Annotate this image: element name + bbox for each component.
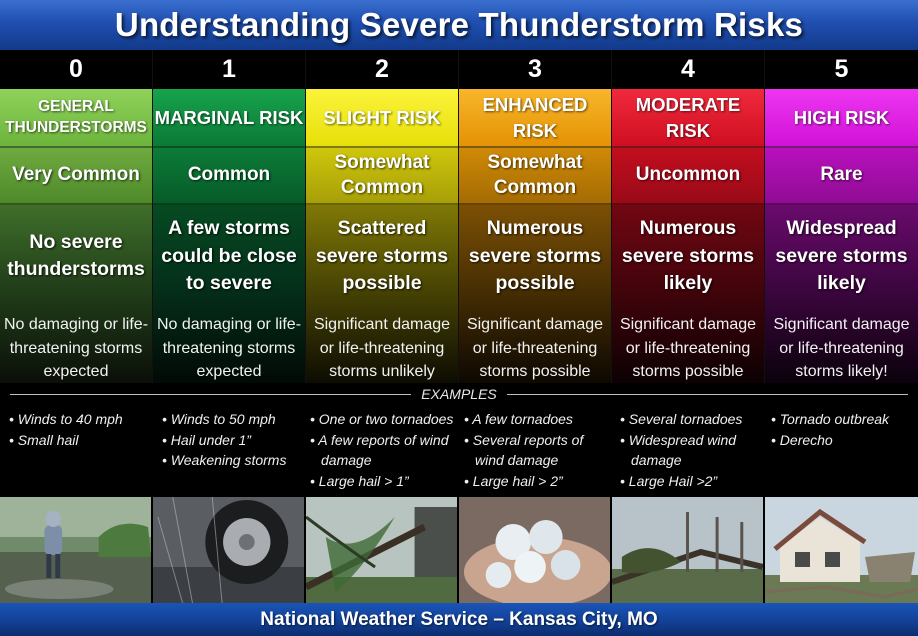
risk-label: ENHANCED RISK: [459, 89, 611, 148]
page-title: Understanding Severe Thunderstorm Risks: [114, 6, 804, 43]
example-item: • Winds to 50 mph: [162, 411, 276, 427]
headline: Widespread severe storms likely: [775, 217, 908, 294]
examples-list-0: [0, 409, 153, 450]
headline: Scattered severe storms possible: [315, 217, 449, 294]
frequency-label: Very Common: [0, 148, 152, 205]
examples-label: EXAMPLES: [421, 386, 497, 402]
photo-car-tire: [153, 497, 306, 603]
examples-divider: [0, 383, 918, 405]
risk-number: 3: [459, 50, 611, 89]
frequency-label: Somewhat Common: [306, 148, 458, 205]
frequency-label: Somewhat Common: [459, 148, 611, 205]
example-item: • Large hail > 2”: [464, 473, 563, 490]
example-item: • A few reports of wind damage: [310, 431, 449, 469]
risk-number: 2: [306, 50, 458, 89]
example-item: • One or two tornadoes: [310, 411, 454, 427]
description-block: [612, 205, 764, 383]
description-block: [306, 205, 458, 383]
headline: No severe thunderstorms: [7, 230, 145, 281]
example-item: • Several tornadoes: [620, 411, 743, 427]
example-item: • Several reports of wind damage: [464, 431, 584, 469]
impact-text: Significant damage or life-threatening storms unlikely: [313, 316, 451, 380]
divider-line-left: [10, 394, 411, 395]
description-block: [765, 205, 918, 383]
example-item: • Large hail > 1”: [310, 473, 409, 490]
risk-number: 5: [765, 50, 918, 89]
example-item: • Winds to 40 mph: [9, 411, 123, 427]
risk-column-1: [153, 50, 306, 383]
examples-list-2: [306, 409, 459, 492]
example-item: • Widespread wind damage: [620, 431, 737, 469]
examples-list-5: [765, 409, 918, 450]
risk-label: GENERAL THUNDERSTORMS: [0, 89, 152, 148]
impact-text: Significant damage or life-threatening storms likely!: [773, 316, 910, 380]
example-item: • Derecho: [771, 431, 833, 448]
description-block: [0, 205, 152, 383]
footer-bar: [0, 603, 918, 636]
risk-number: 4: [612, 50, 764, 89]
description-block: [459, 205, 611, 383]
headline: Numerous severe storms likely: [621, 217, 755, 294]
photo-destroyed-house: [765, 497, 918, 603]
risk-column-4: [612, 50, 765, 383]
photo-wind-damage: [612, 497, 765, 603]
example-item: • Large Hail >2”: [620, 473, 718, 490]
photo-row: [0, 497, 918, 603]
risk-number: 1: [153, 50, 305, 89]
risk-column-3: [459, 50, 612, 383]
photo-fallen-tree: [306, 497, 459, 603]
impact-text: Significant damage or life-threatening storms possible: [466, 316, 604, 380]
risk-label: HIGH RISK: [765, 89, 918, 148]
risk-label: SLIGHT RISK: [306, 89, 458, 148]
risk-column-2: [306, 50, 459, 383]
example-item: • Hail under 1”: [162, 431, 251, 448]
footer-credit: National Weather Service – Kansas City, MO: [260, 608, 658, 630]
example-item: • Weakening storms: [162, 452, 287, 469]
example-item: • Tornado outbreak: [771, 411, 890, 427]
photo-hailstones: [459, 497, 612, 603]
risk-label: MARGINAL RISK: [153, 89, 305, 148]
risk-label: MODERATE RISK: [612, 89, 764, 148]
headline: A few storms could be close to severe: [161, 217, 297, 294]
impact-text: No damaging or life-threatening storms expected: [3, 316, 149, 380]
frequency-label: Common: [153, 148, 305, 205]
frequency-label: Rare: [765, 148, 918, 205]
examples-list-4: [612, 409, 765, 492]
risk-number: 0: [0, 50, 152, 89]
examples-list-3: [459, 409, 612, 492]
photo-child-in-rain: [0, 497, 153, 603]
risk-column-0: [0, 50, 153, 383]
risk-grid: [0, 50, 918, 383]
frequency-label: Uncommon: [612, 148, 764, 205]
impact-text: Significant damage or life-threatening storms possible: [619, 316, 757, 380]
impact-text: No damaging or life-threatening storms expected: [156, 316, 302, 380]
risk-column-5: [765, 50, 918, 383]
example-item: • A few tornadoes: [464, 411, 573, 427]
description-block: [153, 205, 305, 383]
headline: Numerous severe storms possible: [468, 217, 602, 294]
divider-line-right: [507, 394, 908, 395]
example-item: • Small hail: [9, 431, 79, 448]
title-bar: [0, 0, 918, 50]
examples-list-1: [153, 409, 306, 471]
